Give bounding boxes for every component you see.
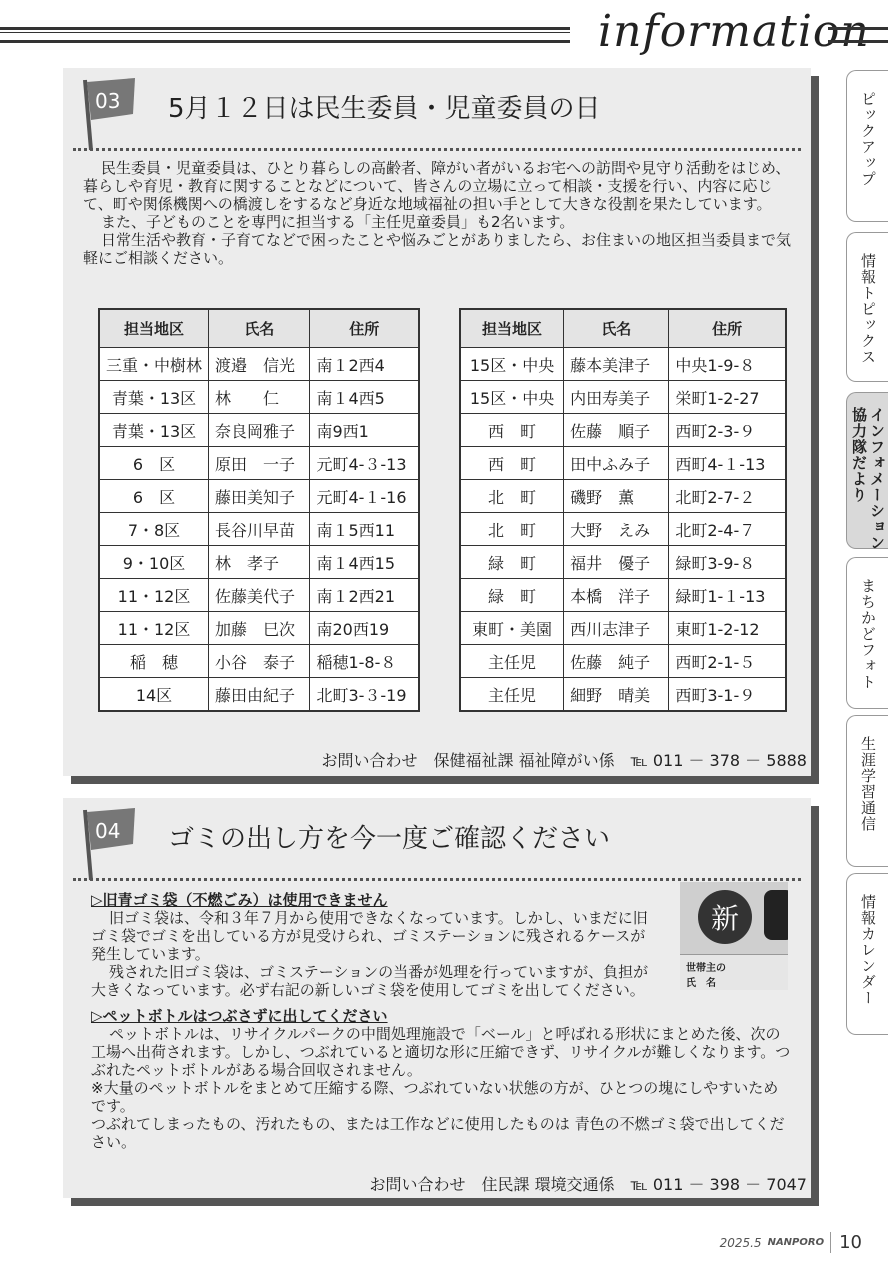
section-body <box>83 159 791 267</box>
address-cell: 西町4-１-13 <box>669 447 786 480</box>
page-footer <box>720 1232 862 1253</box>
district-cell: 9・10区 <box>99 546 209 579</box>
name-cell: 藤田美知子 <box>209 480 310 513</box>
district-cell: 6 区 <box>99 480 209 513</box>
name-cell: 西川志津子 <box>564 612 669 645</box>
subheading: ▷ペットボトルはつぶさずに出してください <box>91 1007 388 1025</box>
section-number: 03 <box>95 89 121 113</box>
table-row <box>460 546 786 579</box>
name-cell: 本橋 洋子 <box>564 579 669 612</box>
section-garbage <box>63 798 811 1198</box>
old-bag-block <box>63 891 653 999</box>
table-row <box>99 678 419 712</box>
table-row <box>99 447 419 480</box>
col-header: 担当地区 <box>460 309 564 348</box>
tab-label: 情報カレンダー <box>859 894 877 1006</box>
name-cell: 磯野 薫 <box>564 480 669 513</box>
table-row <box>460 645 786 678</box>
district-cell: 青葉・13区 <box>99 414 209 447</box>
district-cell: 14区 <box>99 678 209 712</box>
page-number: 10 <box>830 1232 862 1253</box>
tab-pickup[interactable] <box>846 70 888 222</box>
district-cell: 6 区 <box>99 447 209 480</box>
tab-information[interactable] <box>846 392 888 549</box>
dotted-divider <box>73 148 801 151</box>
district-cell: 稲 穂 <box>99 645 209 678</box>
name-cell: 藤本美津子 <box>564 348 669 381</box>
new-garbage-bag-photo <box>680 882 788 990</box>
address-cell: 南１5西11 <box>310 513 419 546</box>
address-cell: 南１4西15 <box>310 546 419 579</box>
col-header: 住所 <box>669 309 786 348</box>
tab-label: 生涯学習通信 <box>859 736 877 832</box>
name-cell: 佐藤 順子 <box>564 414 669 447</box>
table-row <box>99 348 419 381</box>
table-row <box>99 480 419 513</box>
address-cell: 栄町1-2-27 <box>669 381 786 414</box>
address-cell: 南１4西5 <box>310 381 419 414</box>
address-cell: 西町2-1-５ <box>669 645 786 678</box>
new-badge: 新 <box>698 890 752 944</box>
tab-machikado-photo[interactable] <box>846 557 888 709</box>
address-cell: 緑町3-9-８ <box>669 546 786 579</box>
table-row <box>99 513 419 546</box>
subheading: ▷旧青ゴミ袋（不燃ごみ）は使用できません <box>91 891 388 909</box>
name-cell: 長谷川早苗 <box>209 513 310 546</box>
paragraph: 旧ゴミ袋は、令和３年７月から使用できなくなっています。しかし、いまだに旧ゴミ袋でゴミを出している方が見受けられ、ゴミステーションに残されるケースが発生しています。 <box>91 909 648 963</box>
district-cell: 11・12区 <box>99 579 209 612</box>
header-title: information <box>598 6 870 57</box>
col-header: 住所 <box>310 309 419 348</box>
tab-lifelong-learning[interactable] <box>846 715 888 867</box>
district-table-left <box>98 308 420 712</box>
dotted-divider <box>73 878 801 881</box>
tab-label: ピックアップ <box>859 91 877 187</box>
name-cell: 細野 晴美 <box>564 678 669 712</box>
district-cell: 北 町 <box>460 480 564 513</box>
paragraph: 残された旧ゴミ袋は、ゴミステーションの当番が処理を行っていますが、負担が大きくなっています。必ず右記の新しいゴミ袋を使用してゴミを出してください。 <box>91 963 649 999</box>
district-cell: 緑 町 <box>460 546 564 579</box>
paragraph: また、子どものことを専門に担当する「主任児童委員」も2名います。 <box>101 213 575 231</box>
name-cell: 内田寿美子 <box>564 381 669 414</box>
table-row <box>460 414 786 447</box>
label-text: 氏 名 <box>686 978 716 989</box>
name-cell: 福井 優子 <box>564 546 669 579</box>
name-cell: 林 孝子 <box>209 546 310 579</box>
name-cell: 原田 一子 <box>209 447 310 480</box>
table-row <box>99 612 419 645</box>
district-cell: 北 町 <box>460 513 564 546</box>
contact-info: お問い合わせ 住民課 環境交通係 ℡ 011 － 398 － 7047 <box>369 1175 807 1194</box>
address-cell: 元町4-１-16 <box>310 480 419 513</box>
address-cell: 東町1-2-12 <box>669 612 786 645</box>
district-cell: 青葉・13区 <box>99 381 209 414</box>
address-cell: 南１2西4 <box>310 348 419 381</box>
table-row <box>99 381 419 414</box>
pet-bottle-block <box>63 1007 811 1151</box>
header-rule-left <box>0 27 570 43</box>
tab-label: インフォメーション 協力隊だより <box>850 407 886 551</box>
district-cell: 東町・美園 <box>460 612 564 645</box>
district-cell: 三重・中樹林 <box>99 348 209 381</box>
name-cell: 渡邉 信光 <box>209 348 310 381</box>
district-table-right <box>459 308 787 712</box>
bag-label-area <box>680 954 788 990</box>
name-cell: 小谷 泰子 <box>209 645 310 678</box>
section-minsei-day <box>63 68 811 776</box>
address-cell: 南１2西21 <box>310 579 419 612</box>
district-cell: 西 町 <box>460 414 564 447</box>
district-cell: 15区・中央 <box>460 348 564 381</box>
name-cell: 佐藤美代子 <box>209 579 310 612</box>
paragraph: ※大量のペットボトルをまとめて圧縮する際、つぶれていない状態の方が、ひとつの塊にしやすいためです。 <box>91 1079 779 1115</box>
district-cell: 15区・中央 <box>460 381 564 414</box>
table-row <box>460 513 786 546</box>
contact-info: お問い合わせ 保健福祉課 福祉障がい係 ℡ 011 － 378 － 5888 <box>321 751 807 770</box>
table-row <box>99 579 419 612</box>
table-row <box>460 678 786 712</box>
table-row <box>460 447 786 480</box>
col-header: 氏名 <box>564 309 669 348</box>
bag-dark-patch <box>764 890 788 940</box>
paragraph: つぶれてしまったもの、汚れたもの、または工作などに使用したものは 青色の不燃ゴミ袋で出してください。 <box>91 1115 785 1151</box>
tab-label: 情報トピックス <box>859 253 877 365</box>
brand-logo: NANPORO <box>767 1237 825 1248</box>
address-cell: 元町4-３-13 <box>310 447 419 480</box>
address-cell: 北町2-4-７ <box>669 513 786 546</box>
paragraph: 日常生活や教育・子育てなどで困ったことや悩みごとがありましたら、お住まいの地区担当委員まで気軽にご相談ください。 <box>83 231 792 267</box>
district-cell: 西 町 <box>460 447 564 480</box>
table-row <box>460 480 786 513</box>
table-row <box>99 414 419 447</box>
table-row <box>460 381 786 414</box>
address-cell: 西町2-3-９ <box>669 414 786 447</box>
address-cell: 稲穂1-8-８ <box>310 645 419 678</box>
col-header: 担当地区 <box>99 309 209 348</box>
tab-label: まちかどフォト <box>859 578 877 690</box>
district-cell: 主任児 <box>460 678 564 712</box>
table-row <box>460 612 786 645</box>
section-number: 04 <box>95 819 121 843</box>
header-rule-right <box>828 27 888 43</box>
name-cell: 大野 えみ <box>564 513 669 546</box>
table-row <box>460 579 786 612</box>
table-row <box>460 348 786 381</box>
col-header: 氏名 <box>209 309 310 348</box>
paragraph: 民生委員・児童委員は、ひとり暮らしの高齢者、障がい者がいるお宅への訪問や見守り活動をはじめ、暮らしや育児・教育に関することなどについて、皆さんの立場に立って相談・支援を行い、内容に応じて、町や関係機関への橋渡しをするなど身近な地域福祉の担い手として大きな役割を果たしています。 <box>83 159 791 213</box>
district-cell: 緑 町 <box>460 579 564 612</box>
name-cell: 佐藤 純子 <box>564 645 669 678</box>
district-cell: 7・8区 <box>99 513 209 546</box>
address-cell: 北町2-7-２ <box>669 480 786 513</box>
address-cell: 西町3-1-９ <box>669 678 786 712</box>
label-text: 世帯主の <box>686 963 726 974</box>
paragraph: ペットボトルは、リサイクルパークの中間処理施設で「ベール」と呼ばれる形状にまとめた後、次の工場へ出荷されます。しかし、つぶれていると適切な形に圧縮できず、リサイクルが難しくなります。つぶれたペットボトルがある場合回収されません。 <box>91 1025 791 1079</box>
section-title: ゴミの出し方を今一度ご確認ください <box>168 824 611 854</box>
name-cell: 林 仁 <box>209 381 310 414</box>
issue-date: 2025.5 <box>719 1235 762 1250</box>
flag-icon <box>77 74 139 152</box>
address-cell: 南9西1 <box>310 414 419 447</box>
name-cell: 田中ふみ子 <box>564 447 669 480</box>
name-cell: 奈良岡雅子 <box>209 414 310 447</box>
flag-icon <box>77 804 139 882</box>
table-row <box>99 645 419 678</box>
district-cell: 11・12区 <box>99 612 209 645</box>
address-cell: 緑町1-１-13 <box>669 579 786 612</box>
address-cell: 中央1-9-８ <box>669 348 786 381</box>
name-cell: 藤田由紀子 <box>209 678 310 712</box>
table-row <box>99 546 419 579</box>
section-title: 5月１２日は民生委員・児童委員の日 <box>168 94 601 124</box>
district-cell: 主任児 <box>460 645 564 678</box>
address-cell: 南20西19 <box>310 612 419 645</box>
address-cell: 北町3-３-19 <box>310 678 419 712</box>
tab-calendar[interactable] <box>846 873 888 1035</box>
name-cell: 加藤 巳次 <box>209 612 310 645</box>
tab-topics[interactable] <box>846 232 888 382</box>
